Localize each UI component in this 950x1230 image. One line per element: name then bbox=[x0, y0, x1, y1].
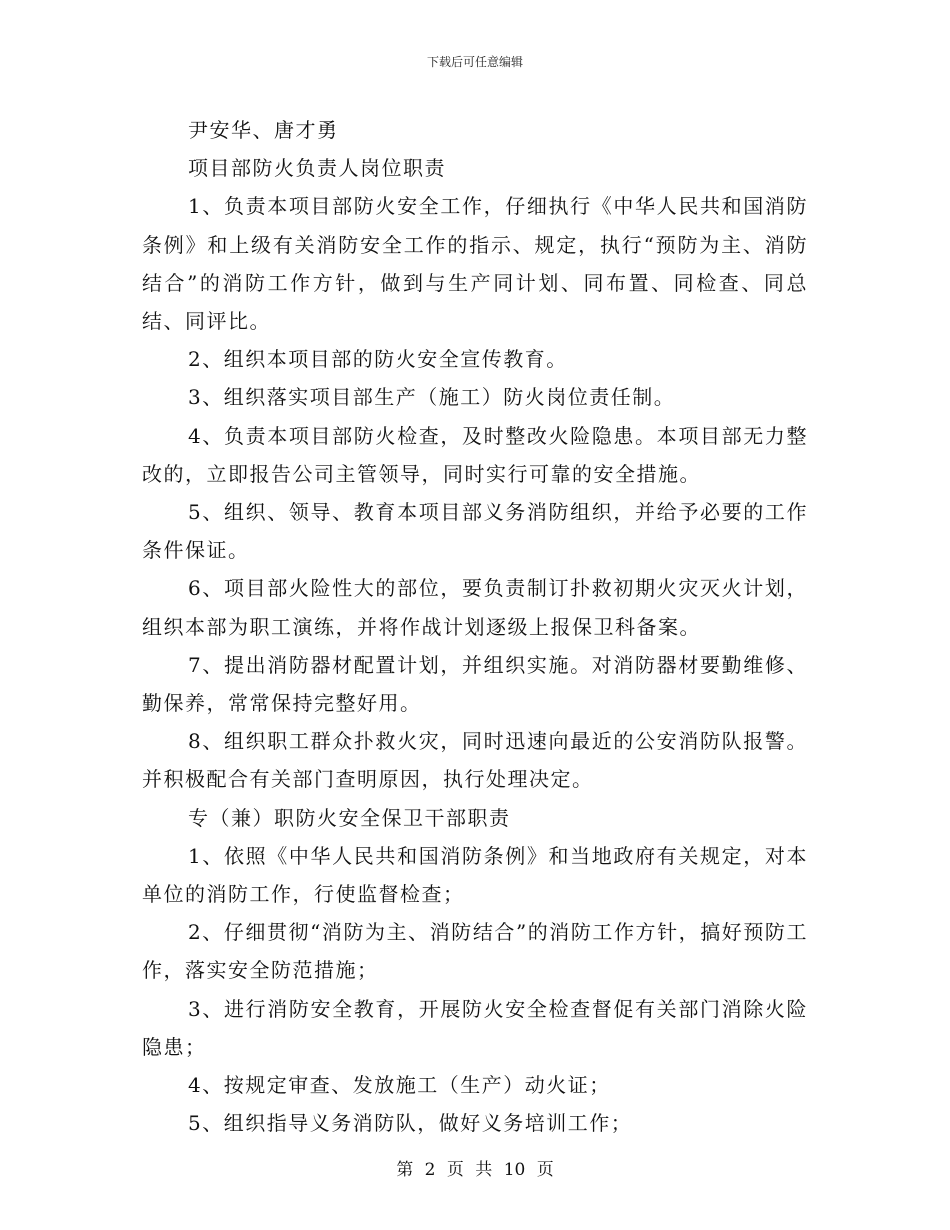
paragraph: 3、进行消防安全教育，开展防火安全检查督促有关部门消除火险隐患； bbox=[142, 996, 808, 1059]
names-line: 尹安华、唐才勇 bbox=[188, 118, 339, 142]
paragraph: 1、依照《中华人民共和国消防条例》和当地政府有关规定，对本单位的消防工作，行使监督检查； bbox=[142, 843, 808, 907]
paragraph: 4、按规定审查、发放施工（生产）动火证； bbox=[188, 1073, 611, 1098]
section-heading: 项目部防火负责人岗位职责 bbox=[188, 156, 446, 181]
document-body bbox=[142, 111, 808, 1142]
paragraph: 5、组织指导义务消防队，做好义务培训工作； bbox=[188, 1111, 633, 1136]
paragraph: 6、项目部火险性大的部位，要负责制订扑救初期火灾灭火计划，组织本部为职工演练，并将作战计划逐级上报保卫科备案。 bbox=[142, 576, 808, 639]
paragraph: 3、组织落实项目部生产（施工）防火岗位责任制。 bbox=[188, 385, 676, 410]
page-header: 下载后可任意编辑 bbox=[426, 55, 523, 69]
paragraph: 4、负责本项目部防火检查，及时整改火险隐患。本项目部无力整改的，立即报告公司主管领导，同时实行可靠的安全措施。 bbox=[142, 423, 808, 486]
page-number-footer: 第 2 页 共 10 页 bbox=[396, 1160, 554, 1180]
section-heading: 专（兼）职防火安全保卫干部职责 bbox=[188, 805, 511, 830]
paragraph: 5、组织、领导、教育本项目部义务消防组织，并给予必要的工作条件保证。 bbox=[142, 500, 808, 563]
paragraph: 1、负责本项目部防火安全工作，仔细执行《中华人民共和国消防条例》和上级有关消防安全工作的指示、规定，执行“预防为主、消防结合”的消防工作方针，做到与生产同计划、同布置、同检查、同总结、同评比。 bbox=[142, 194, 808, 334]
paragraph: 2、仔细贯彻“消防为主、消防结合”的消防工作方针，搞好预防工作，落实安全防范措施； bbox=[142, 920, 808, 983]
paragraph: 8、组织职工群众扑救火灾，同时迅速向最近的公安消防队报警。并积极配合有关部门查明原因，执行处理决定。 bbox=[142, 729, 808, 792]
paragraph: 7、提出消防器材配置计划，并组织实施。对消防器材要勤维修、勤保养，常常保持完整好用。 bbox=[142, 652, 808, 716]
paragraph: 2、组织本项目部的防火安全宣传教育。 bbox=[188, 347, 568, 372]
